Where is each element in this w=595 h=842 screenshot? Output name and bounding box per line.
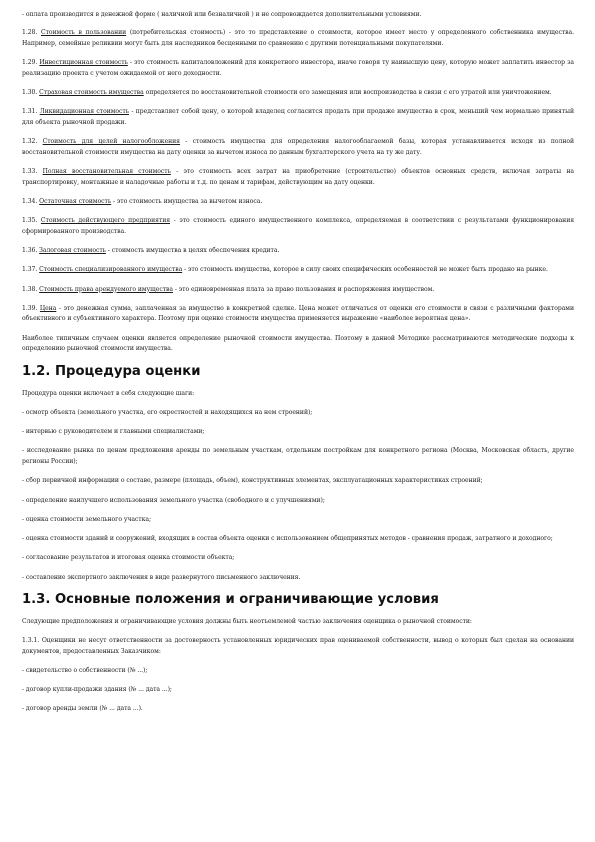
definition-1-30 [22, 88, 574, 99]
condition-1-3-1: 1.3.1. Оценщики не несут ответственности за достоверность установленных юридических прав оцениваемой собственности, вывод о которых был сделан на основании документов, предоставленных Заказчиком: [22, 637, 574, 655]
definition-1-33 [22, 167, 574, 188]
procedure-step: - согласование результатов и итоговая оценка стоимости объекта; [22, 554, 235, 562]
def-term: Полная восстановительная стоимость [42, 167, 171, 175]
section-heading-1-2: 1.2. Процедура оценки [22, 363, 201, 379]
procedure-intro: Процедура оценки включает в себя следующие шаги: [22, 389, 195, 397]
def-number: 1.30. [22, 88, 38, 96]
document-page [22, 10, 574, 723]
def-number: 1.29. [22, 59, 38, 67]
def-term: Стоимость специализированного имущества [39, 266, 183, 274]
document-item: - договор купли-продажи здания (№ ... дата ...); [22, 685, 172, 693]
definition-1-36 [22, 246, 574, 257]
def-number: 1.33. [22, 167, 38, 175]
def-term: Страховая стоимость имущества [39, 88, 144, 96]
def-number: 1.39. [22, 304, 38, 312]
def-term: Цена [39, 304, 57, 312]
def-term: Залоговая стоимость [39, 247, 106, 254]
paragraph-summary: Наиболее типичным случаем оценки является определение рыночной стоимости имущества. Поэтому в данной Методике рассматриваются методические подходы к определению рыночной стоимости имущества. [22, 334, 574, 353]
def-text: (потребительская стоимость) - это то представление о стоимости, которое имеет место у определенного собственника имущества. Например, семейные реликвии могут быть для наследников бесценными по сравнению с другими потенциальными покупателями. [22, 29, 574, 47]
def-text: - это денежная сумма, заплаченная за имущество в конкретной сделке. Цена может отличаться от оценки его стоимости в связи с различными факторами объективного и субъективного характера. Поэтому при оценке стоимости имущества применяется выражение «наиболее вероятная цена». [22, 304, 575, 323]
definition-1-37 [22, 265, 574, 276]
definition-1-29 [22, 58, 574, 79]
procedure-step: - определение наилучшего использования земельного участка (свободного и с улучшениями); [22, 496, 325, 504]
def-text: определяется по восстановительной стоимости его замещения или воспроизводства в связи с его утратой или уничтожением. [143, 88, 552, 96]
def-number: 1.38. [22, 285, 38, 293]
definition-1-35 [22, 216, 574, 237]
def-text: - это стоимость капиталовложений для конкретного инвестора, иначе говоря ту наивысшую цену, которую может заплатить инвестор за реализацию проекта с учетом ожидаемой от него доходности. [22, 59, 574, 77]
def-term: Стоимость действующего предприятия [40, 217, 171, 225]
procedure-step: - исследование рынка по ценам предложения аренды по земельным участкам, отдельным постройкам для конкретного региона (Москва, Московская область, другие регионы России); [22, 447, 574, 466]
def-text: - стоимость имущества для определения налогооблагаемой базы, которая устанавливается исходя из полной восстановительной стоимости имущества на дату оценки за вычетом износа по данным бухгалтерского учета на ту же дату. [22, 138, 574, 156]
def-term: Ликвидационная стоимость [39, 108, 129, 116]
conditions-intro: Следующие предположения и ограничивающие условия должны быть неотъемлемой частью заключения оценщика о рыночной стоимости: [22, 618, 472, 625]
def-number: 1.34. [22, 197, 38, 205]
def-text: - это стоимость всех затрат на приобретение (строительство) объектов основных средств, включая затраты на транспортировку, монтажные и наладочные работы и т.д. по ценам и тарифам, действующим на дату оценки. [22, 167, 574, 186]
def-text: - это стоимость единого имущественного комплекса, определяемая в соответствии с результатами функционирования сформированного производства. [22, 217, 575, 235]
def-number: 1.35. [22, 217, 38, 225]
def-number: 1.31. [22, 108, 38, 116]
def-term: Стоимость в пользовании [40, 29, 127, 37]
definition-1-32 [22, 137, 574, 158]
procedure-step: - оценка стоимости земельного участка; [22, 515, 151, 523]
definition-1-38 [22, 285, 574, 296]
definition-1-31 [22, 107, 574, 128]
definition-1-34 [22, 197, 574, 208]
def-text: - представляет собой цену, о которой владелец согласится продать при продаже имущества в срок, меньший чем нормально принятый для объекта рыночной продажи. [22, 108, 574, 126]
procedure-step: - составление экспертного заключения в виде развернутого письменного заключения. [22, 573, 301, 581]
def-text: - это стоимость имущества, которое в силу своих специфических особенностей не может быть продано на рынке. [182, 266, 548, 274]
section-heading-1-3: 1.3. Основные положения и ограничивающие условия [22, 592, 439, 607]
def-term: Стоимость для целей налогообложения [42, 138, 180, 146]
procedure-step: - интервью с руководителем и главными специалистами; [22, 428, 205, 436]
definition-1-28 [22, 28, 574, 49]
def-term: Стоимость права арендуемого имущества [39, 285, 173, 293]
def-number: 1.36. [22, 247, 38, 254]
procedure-step: - сбор первичной информации о составе, размере (площадь, объем), конструктивных элементах, эксплуатационных характеристиках строений; [22, 477, 483, 485]
def-term: Инвестиционная стоимость [39, 59, 128, 67]
procedure-step: - осмотр объекта (земельного участка, его окрестностей и находящихся на нем строений); [22, 408, 313, 416]
paragraph-payment: - оплата производится в денежной форме ( наличной или безналичной ) и не сопровождается дополнительными условиями. [22, 11, 422, 18]
def-number: 1.28. [22, 29, 38, 37]
document-item: - договор аренды земли (№ ... дата ...). [22, 704, 143, 712]
def-text: - стоимость имущества в целях обеспечения кредита. [105, 247, 280, 254]
def-number: 1.32. [22, 138, 38, 146]
def-number: 1.37. [22, 266, 38, 274]
definition-1-39 [22, 304, 574, 325]
document-item: - свидетельство о собственности (№ ...); [22, 667, 148, 675]
def-text: - это стоимость имущества за вычетом износа. [111, 197, 263, 205]
procedure-step: - оценка стоимости зданий и сооружений, входящих в состав объекта оценки с использованием общепринятых методов - сравнения продаж, затратного и доходного; [22, 535, 553, 543]
def-text: - это единовременная плата за право пользования и распоряжения имуществом. [172, 285, 435, 293]
def-term: Остаточная стоимость [39, 197, 112, 205]
